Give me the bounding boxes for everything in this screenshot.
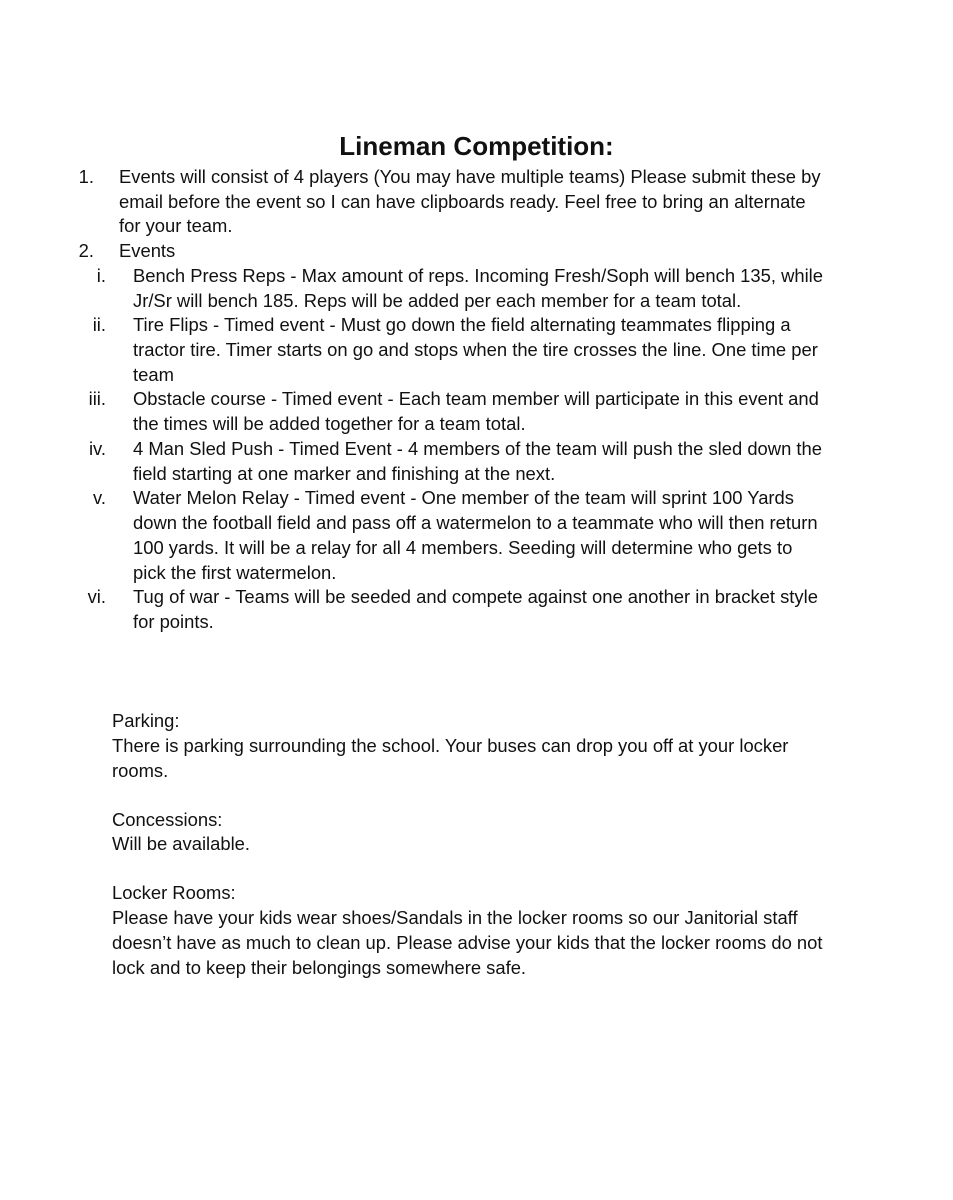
- section-heading: Parking:: [112, 710, 180, 731]
- section-heading: Locker Rooms:: [112, 882, 236, 903]
- event-line: Tire Flips - Timed event - Must go down the field alternating teammates flipping a: [133, 314, 791, 335]
- event-line: tractor tire. Timer starts on go and stops when the tire crosses the line. One time per: [133, 339, 818, 360]
- page-title: Lineman Competition:: [339, 131, 614, 161]
- event-line: Water Melon Relay - Timed event - One member of the team will sprint 100 Yards: [133, 487, 794, 508]
- section-line: rooms.: [112, 760, 169, 781]
- event-line: Obstacle course - Timed event - Each team member will participate in this event and: [133, 388, 819, 409]
- rule-line: Events: [119, 240, 176, 261]
- event-line: Bench Press Reps - Max amount of reps. Incoming Fresh/Soph will bench 135, while: [133, 265, 823, 286]
- section-line: There is parking surrounding the school. Your buses can drop you off at your locker: [112, 735, 789, 756]
- section-line: Please have your kids wear shoes/Sandals in the locker rooms so our Janitorial staff: [112, 907, 798, 928]
- section-line: lock and to keep their belongings somewhere safe.: [112, 957, 527, 978]
- event-line: pick the first watermelon.: [133, 562, 337, 583]
- event-line: team: [133, 364, 174, 385]
- list-marker: vi.: [87, 586, 106, 607]
- rule-line: Events will consist of 4 players (You may have multiple teams) Please submit these by: [119, 166, 821, 187]
- event-line: down the football field and pass off a watermelon to a teammate who will then return: [133, 512, 818, 533]
- event-line: Jr/Sr will bench 185. Reps will be added per each member for a team total.: [133, 290, 742, 311]
- event-line: Tug of war - Teams will be seeded and compete against one another in bracket style: [133, 586, 818, 607]
- event-line: for points.: [133, 611, 214, 632]
- section-line: doesn’t have as much to clean up. Please advise your kids that the locker rooms do not: [112, 932, 823, 953]
- section-heading: Concessions:: [112, 809, 223, 830]
- event-line: the times will be added together for a team total.: [133, 413, 526, 434]
- event-line: 100 yards. It will be a relay for all 4 members. Seeding will determine who gets to: [133, 537, 793, 558]
- list-marker: i.: [96, 265, 106, 286]
- section-line: Will be available.: [112, 833, 250, 854]
- event-line: field starting at one marker and finishing at the next.: [133, 463, 556, 484]
- list-marker: 2.: [78, 240, 94, 261]
- list-marker: v.: [93, 487, 106, 508]
- event-line: 4 Man Sled Push - Timed Event - 4 members of the team will push the sled down the: [133, 438, 822, 459]
- list-marker: 1.: [78, 166, 94, 187]
- rule-line: email before the event so I can have clipboards ready. Feel free to bring an alternate: [119, 191, 806, 212]
- list-marker: iii.: [88, 388, 106, 409]
- list-marker: iv.: [88, 438, 106, 459]
- list-marker: ii.: [92, 314, 106, 335]
- rule-line: for your team.: [119, 215, 233, 236]
